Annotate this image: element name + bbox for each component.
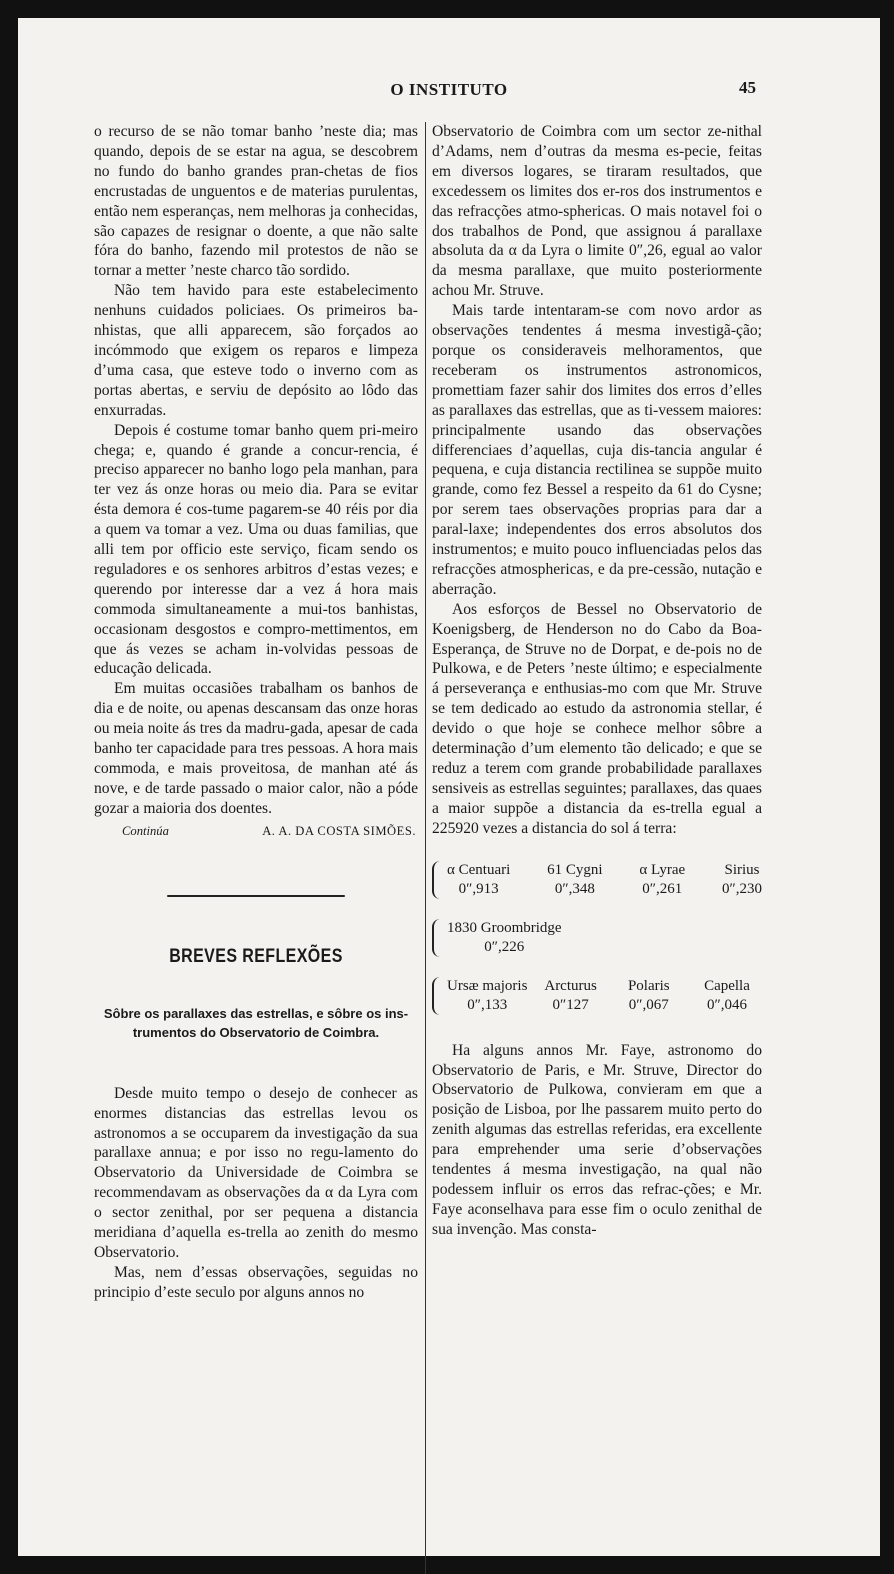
- parallax-table: [432, 861, 762, 1015]
- star-entry: [447, 977, 527, 1015]
- star-group: [432, 861, 762, 899]
- paragraph: Em muitas occasiões trabalham os banhos de dia e de noite, ou apenas descansam das onze horas ou meia noite ás tres da madru-gada, apesar de cada banho ter capacidade para tres pessoas. A hora mais commoda, e mais proveitosa, de manhan até ás nove, e de tarde passado o maior calor, não a póde gozar a maioria dos doentes.: [94, 680, 418, 817]
- star-name: α Centuari: [447, 861, 511, 878]
- column-divider: [425, 122, 426, 1574]
- star-parallax: 0″,133: [467, 996, 508, 1013]
- paragraph: Mais tarde intentaram-se com novo ardor as observações tendentes á mesma investigã-ção; porque os consideraveis melhoramentos, que receberam os instrumentos astronomicos, promettiam fazer sahir dos limites dos erros d’elles as parallaxes das estrellas, que as ti-vessem maiores: principalmente usando das observações differenciaes d’aquellas, cuja dis-tancia angular é pequena, e cuja distancia rectilinea se suppõe muito grande, como fez Bessel a respeito da 61 do Cysne; por serem taes observações proprias para dar a paral-laxe; independentes dos erros absolutos dos instrumentos; e muito pouco influenciadas pelos das refracções atmosphericas, e da pre-cessão, nutação e aberração.: [432, 302, 762, 598]
- page-title: O INSTITUTO: [390, 80, 508, 99]
- continua-label: Continúa: [122, 823, 169, 838]
- star-parallax: 0″,913: [458, 880, 499, 897]
- article-signature: [94, 824, 418, 839]
- star-parallax: 0″127: [552, 996, 589, 1013]
- right-column: [432, 122, 762, 1240]
- paragraph: Mas, nem d’essas observações, seguidas no principio d’este seculo por alguns annos no: [94, 1263, 418, 1301]
- brace: [432, 919, 441, 957]
- star-entry: [692, 977, 762, 1015]
- star-entry: [639, 861, 685, 899]
- brace: [432, 977, 441, 1015]
- star-name: Capella: [704, 977, 750, 994]
- author-name: A. A. DA COSTA SIMÕES.: [262, 823, 416, 838]
- star-name: Sirius: [724, 861, 760, 878]
- star-name: 1830 Groombridge: [447, 919, 562, 936]
- section-divider: [167, 895, 345, 897]
- star-entry: [536, 977, 606, 1015]
- star-entry: [447, 919, 562, 957]
- page-number: 45: [739, 78, 756, 97]
- paragraph: Desde muito tempo o desejo de conhecer as enormes distancias das estrellas levou os astronomos a se occuparem da investigação da sua parallaxe annua; e por isso no regu-lamento do Observatorio da Universidade de Coimbra se recommendavam as observações da α da Lyra com o sector zenithal, por ser pequena a distancia meridiana d’aquella es-trella ao zenith do mesmo Observatorio.: [94, 1084, 418, 1261]
- star-name: α Lyrae: [639, 861, 686, 878]
- paragraph: Observatorio de Coimbra com um sector ze-nithal d’Adams, nem d’outras da mesma es-pecie, feitas em diversos logares, se tiraram resultados, que excedessem os limites dos er-ros dos instrumentos e das refracções atmo-sphericas. O mais notavel foi o dos trabalhos de Pond, que assignou á parallaxe absoluta da α da Lyra o limite 0″,26, egual ao valor da mesma parallaxe, que muito posteriormente achou Mr. Struve.: [432, 123, 762, 300]
- newspaper-page: [18, 18, 880, 1556]
- star-name: Arcturus: [544, 977, 597, 994]
- star-parallax: 0″,226: [484, 938, 525, 955]
- brace: [432, 861, 441, 899]
- star-entry: [614, 977, 684, 1015]
- star-parallax: 0″,230: [722, 880, 762, 897]
- section-heading: BREVES REFLEXÕES: [169, 944, 343, 967]
- star-parallax: 0″,261: [642, 880, 683, 897]
- paragraph: o recurso de se não tomar banho ’neste dia; mas quando, depois de se estar na agua, se descobrem no fundo do banho grandes pran-chetas de fios encrustadas de unguentos e de materias purulentas, então nem esperanças, nem melhoras ja conhecidas, são capazes de resignar o doente, a que não salte fóra do banho, fazendo mil protestos de não se tornar a metter ’neste charco tão sordido.: [94, 123, 418, 280]
- star-entry: [722, 861, 762, 899]
- article-subtitle: Sôbre os parallaxes das estrellas, e sôbre os ins-trumentos do Observatorio de Coimbra.: [103, 1005, 409, 1040]
- star-group: [432, 977, 762, 1015]
- star-parallax: 0″,067: [628, 996, 669, 1013]
- star-name: Ursæ majoris: [447, 977, 528, 994]
- paragraph: Aos esforços de Bessel no Observatorio de Koenigsberg, de Henderson no do Cabo da Boa-Esperança, de Struve no de Dorpat, e de-pois no de Pulkowa, e de Peters ’neste último; e especialmente á perseverança e enthusias-mo com que Mr. Struve se tem dedicado ao estudo da astronomia stellar, é devido o que hoje se conhece melhor sôbre a determinação d’um elemento tão delicado; e que se reduz a terem com grande probabilidade parallaxes sensiveis as estrellas seguintes; parallaxes, das quaes a maior suppõe a distancia da es-trella egual a 225920 vezes a distancia do sol á terra:: [432, 600, 762, 837]
- left-column: [94, 122, 418, 1303]
- star-parallax: 0″,046: [706, 996, 747, 1013]
- star-entry: [547, 861, 602, 899]
- star-name: Polaris: [627, 977, 670, 994]
- paragraph: Depois é costume tomar banho quem pri-meiro chega; e, quando é grande a concur-rencia, é preciso apparecer no banho logo pela manhan, para ter vez ás onze horas ou meio dia. Para se evitar ésta demora é cos-tume pagarem-se 40 réis por dia a quem va tomar a vez. Uma ou duas familias, que alli tem por officio este serviço, ficam sendo os reguladores e os senhores arbitros d’estas vezes; e querendo por interesse dar a vez á hora mais commoda simultaneamente a mui-tos banhistas, occasionam desgostos e compro-mettimentos, em que ás vezes se acham in-volvidas pessoas de educação delicada.: [94, 421, 418, 678]
- star-group: [432, 919, 762, 957]
- paragraph: Não tem havido para este estabelecimento nenhuns cuidados policiaes. Os primeiros ba-nhistas, que alli apparecem, são forçados ao incómmodo que exigem os reparos e limpeza d’uma casa, que esteve todo o inverno com as portas abertas, e serviu de depósito ao lôdo das enxurradas.: [94, 282, 418, 419]
- star-entry: [447, 861, 510, 899]
- paragraph: Ha alguns annos Mr. Faye, astronomo do Observatorio de Paris, e Mr. Struve, Director do Observatorio de Pulkowa, convieram em que a posição de Lisboa, por lhe passarem muito perto do zenith algumas das estrellas referidas, era excellente para emprehender uma serie d’observações tendentes á mesma investigação, na qual não podessem influir os erros das refrac-ções; e Mr. Faye aconselhava para esse fim o oculo zenithal de sua invenção. Mas consta-: [432, 1041, 762, 1238]
- star-name: 61 Cygni: [547, 861, 603, 878]
- star-parallax: 0″,348: [554, 880, 595, 897]
